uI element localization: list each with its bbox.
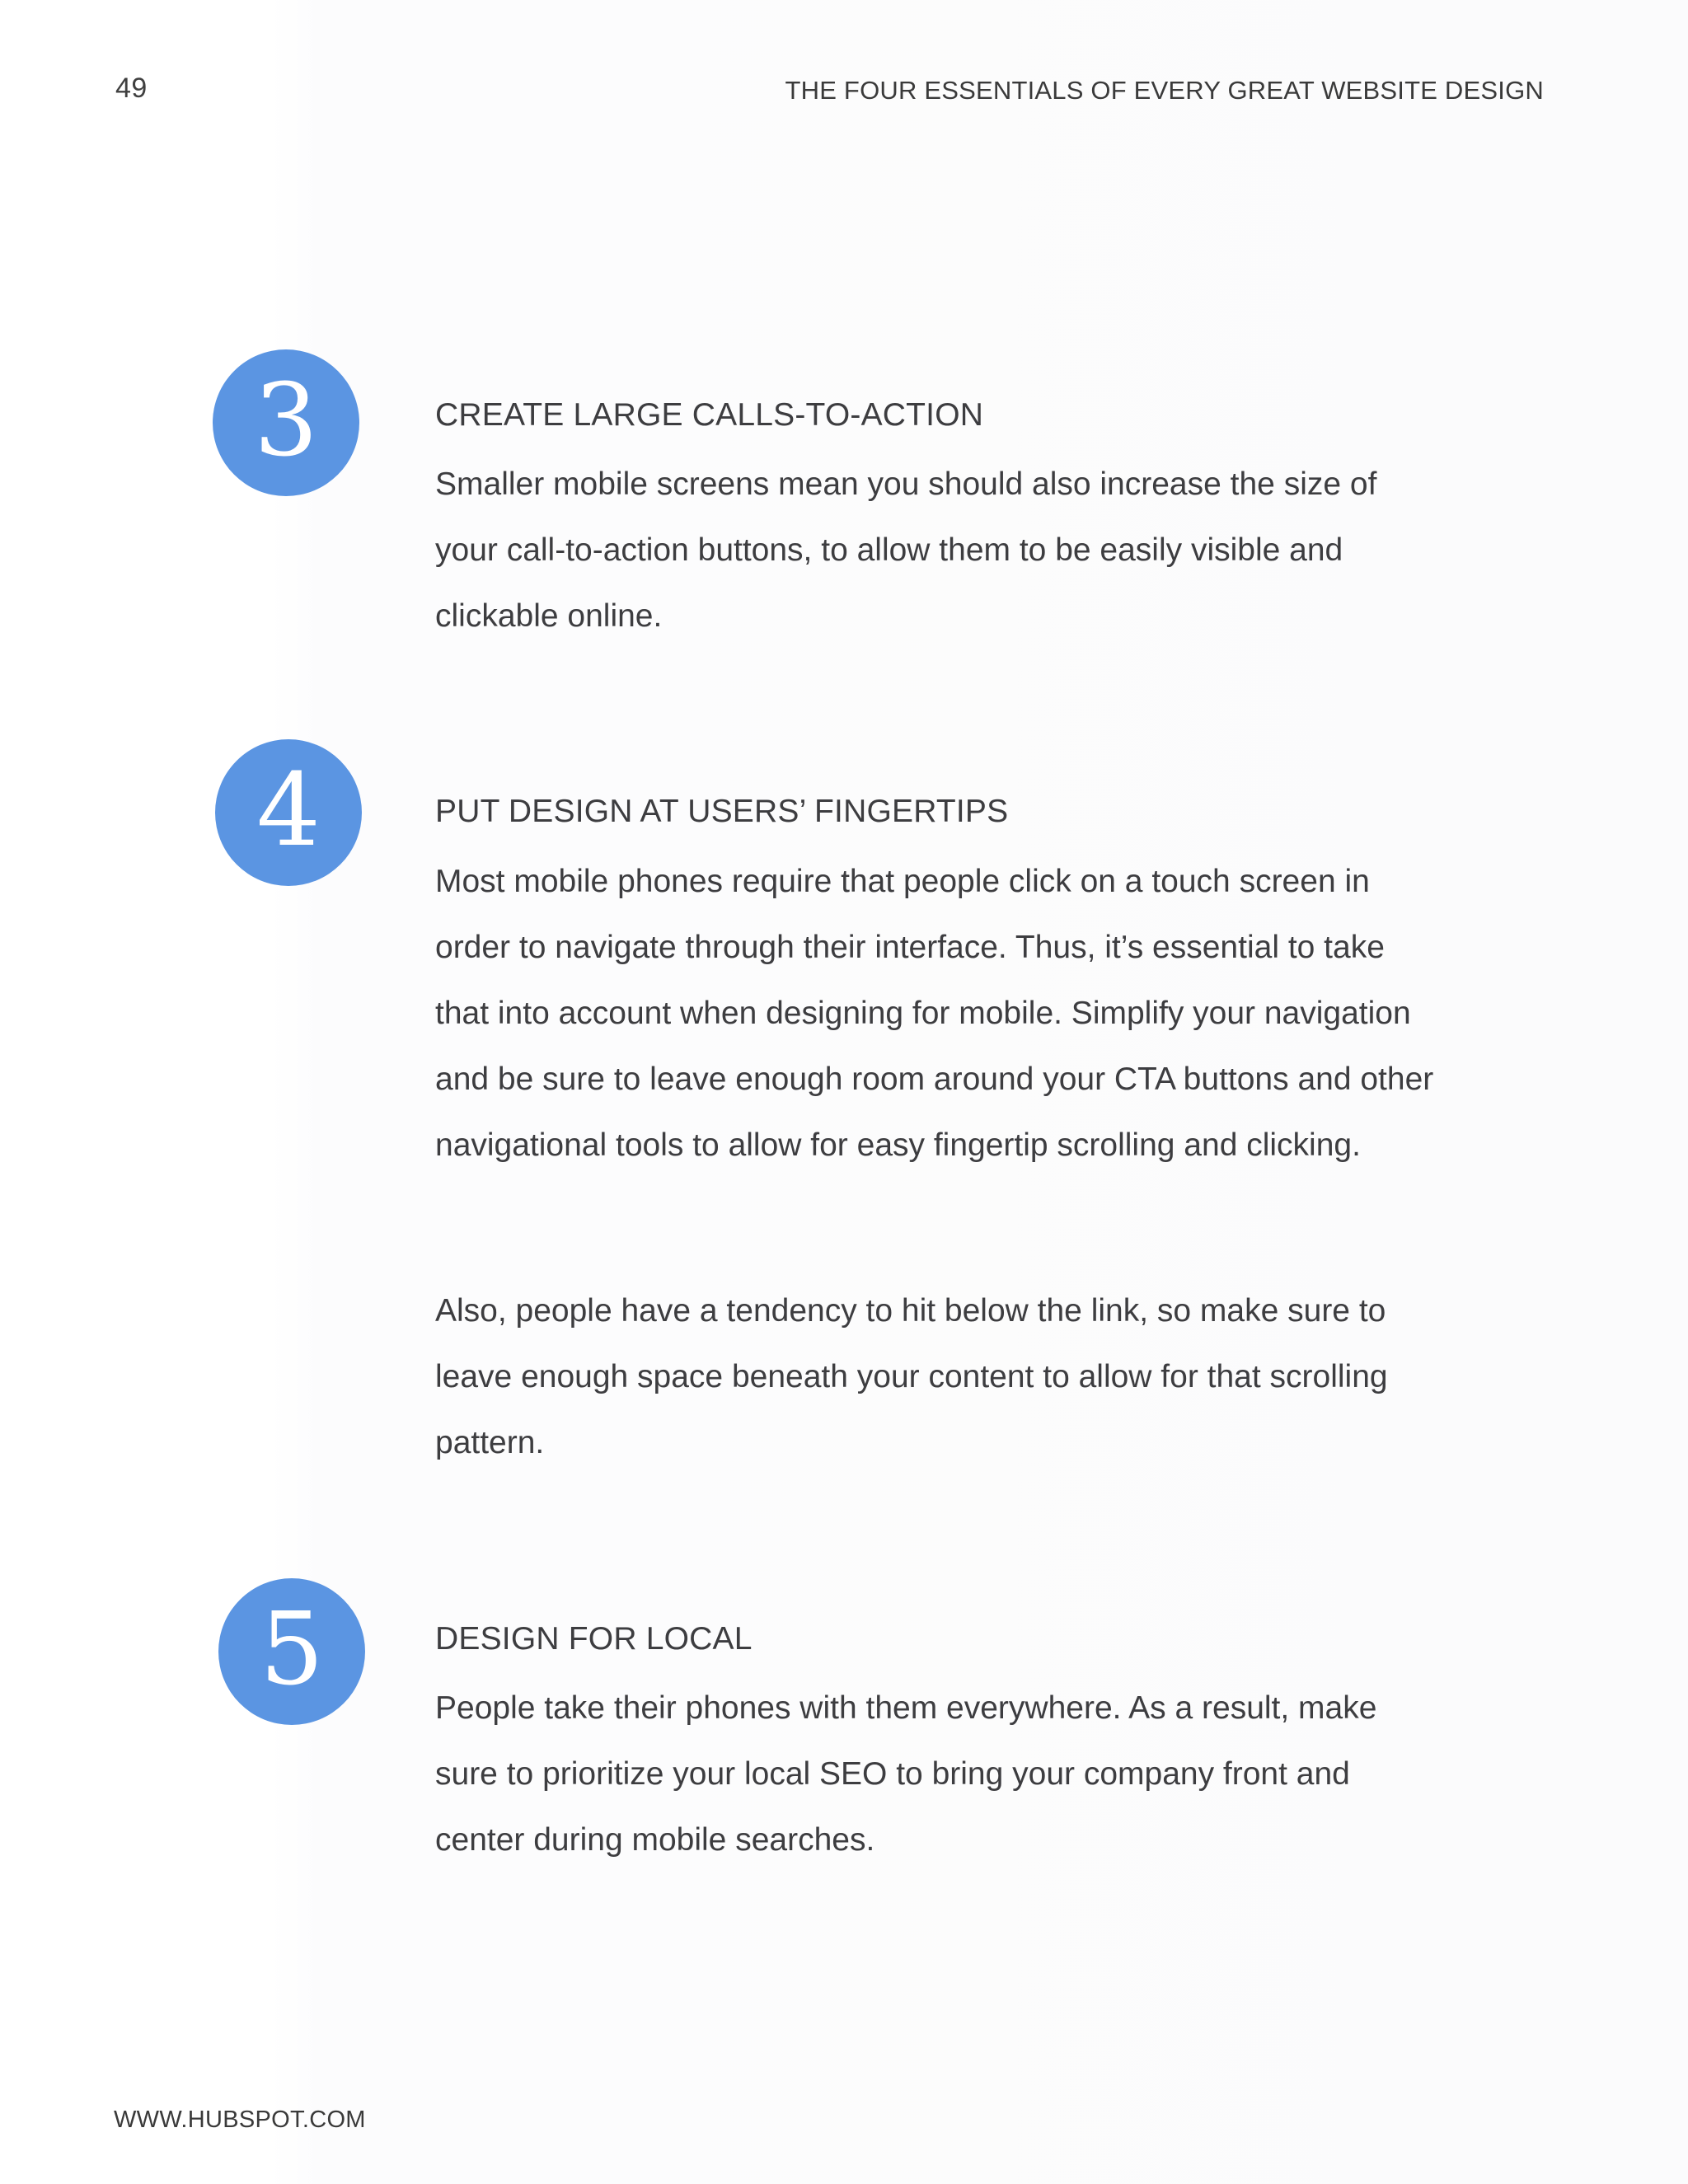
step-heading: PUT DESIGN AT USERS’ FINGERTIPS <box>435 794 1009 829</box>
running-title: THE FOUR ESSENTIALS OF EVERY GREAT WEBSITE DESIGN <box>785 76 1544 105</box>
step-paragraph: People take their phones with them everywhere. As a result, make sure to prioritize your local SEO to bring your company front and center during mobile searches. <box>435 1690 1377 1858</box>
step-paragraph: Also, people have a tendency to hit below the link, so make sure to leave enough space beneath your content to allow for that scrolling pattern. <box>435 1293 1388 1460</box>
step-number: 4 <box>256 752 321 869</box>
step-number-badge <box>218 1578 365 1725</box>
step-heading: DESIGN FOR LOCAL <box>435 1621 753 1657</box>
step-number: 5 <box>260 1591 324 1708</box>
step-number: 3 <box>254 362 318 479</box>
page-number: 49 <box>115 73 148 104</box>
step-number-badge <box>213 349 359 496</box>
step-heading: CREATE LARGE CALLS-TO-ACTION <box>435 397 984 433</box>
footer-website-url: WWW.HUBSPOT.COM <box>114 2107 366 2133</box>
step-number-badge <box>215 739 362 886</box>
step-paragraph: Smaller mobile screens mean you should also increase the size of your call-to-action buttons, to allow them to be easily visible and clickable online. <box>435 466 1377 634</box>
step-paragraph: Most mobile phones require that people click on a touch screen in order to navigate through their interface. Thus, it’s essential to take that into account when designing for mobile. Simplify your navigation and be sure to leave enough room around your CTA buttons and other navigational tools to allow for easy fingertip scrolling and clicking. <box>435 864 1434 1163</box>
